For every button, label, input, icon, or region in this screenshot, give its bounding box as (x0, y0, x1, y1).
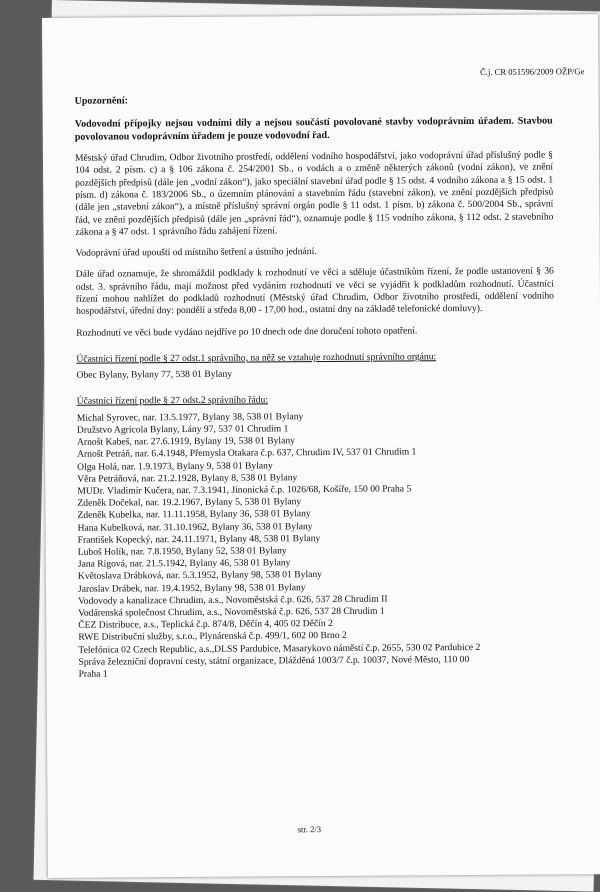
participant-item: Hana Kubelková, nar. 31.10.1962, Bylany 36, 538 01 Bylany (77, 520, 313, 534)
participant-list (77, 409, 557, 681)
warning-title: Upozornění: (74, 95, 128, 107)
participant-item: Květoslava Drábková, nar. 5.3.1952, Bylany 98, 538 01 Bylany (77, 569, 323, 583)
warning-body: Vodovodní přípojky nejsou vodními díly a nejsou součástí povolované stavby vodoprávním úřadem. Stavbou povolovanou vodoprávním úřadem je pouze vodovodní řad. (74, 115, 553, 143)
paragraph: Rozhodnutí ve věci bude vydáno nejdříve po 10 dnech ode dne doručení tohoto opatření. (76, 325, 418, 339)
section2-heading: Účastníci řízení podle § 27 odst.2 správního řádu: (76, 394, 269, 408)
participant-item: Vodovody a kanalizace Chrudim, a.s., Novoměstská č.p. 626, 537 28 Chrudim II (78, 593, 388, 607)
participant-item: MUDr. Vladimír Kučera, nar. 7.3.1941, Jinonická č.p. 1026/68, Košíře, 150 00 Praha 5 (77, 483, 412, 497)
participant-item: František Kopecký, nar. 24.11.1971, Bylany 48, 538 01 Bylany (77, 532, 321, 546)
participant-item: Obec Bylany, Bylany 77, 538 01 Bylany (76, 368, 233, 382)
participant-item: Správa železniční dopravní cesty, státní organizace, Dlážděná 1003/7 č.p. 10037, Nové Město, 110 00 (78, 653, 470, 668)
participant-item: Arnošt Kabeš, nar. 27.6.1919, Bylany 19, 538 01 Bylany (76, 435, 295, 448)
participant-item: Praha 1 (78, 668, 108, 680)
document-content (75, 92, 557, 681)
participant-item: Jaroslav Drábek, nar. 19.4.1952, Bylany 98, 538 01 Bylany (77, 581, 306, 595)
participant-item: Zdeněk Kubelka, nar. 11.11.1958, Bylany 36, 538 01 Bylany (77, 508, 311, 522)
participant-item: ČEZ Distribuce, a.s., Teplická č.p. 874/8, Děčín 4, 405 02 Děčín 2 (78, 618, 333, 631)
reference-number: Č.j. CR 051596/2009 OŽP/Ge (480, 66, 585, 77)
participant-item: Michal Syrovec, nar. 13.5.1977, Bylany 38, 538 01 Bylany (76, 410, 304, 424)
paragraph: Městský úřad Chrudim, Odbor životního prostředí, oddělení vodního hospodářství, jako vodoprávní úřad příslušný podle § 104 odst. 2 písm. c) a § 106 zákona č. 254/2001 Sb., o vodách a o změně některých zákonů (vodní zákon), ve znění pozdějších předpisů (dále jen „vodní zákon“), jako speciální stavební úřad podle § 15 odst. 4 vodního zákona a § 15 odst. 1 písm. d) zákona č. 183/2006 Sb., o územním plánování a stavebním řádu (stavební zákon), ve znění pozdějších předpisů (dále jen „stavební zákon“), a místně příslušný správní orgán podle § 11 odst. 1 písm. b) zákona č. 500/2004 Sb., správní řád, ve znění pozdějších předpisů (dále jen „správní řád“), oznamuje podle § 115 vodního zákona, § 112 odst. 2 stavebního zákona a § 47 odst. 1 správního řádu zahájení řízení. (74, 149, 554, 238)
section1-heading: Účastníci řízení podle § 27 odst.1 správního, na něž se vztahuje rozhodnutí správního orgánu: (76, 351, 437, 365)
participant-item: RWE Distribuční služby, s.r.o., Plynárenská č.p. 499/1, 602 00 Brno 2 (78, 630, 347, 644)
paragraph: Vodoprávní úřad upouští od místního šetření a ústního jednání. (75, 246, 317, 259)
participant-item: Zdeněk Dočekal, nar. 19.2.1967, Bylany 5, 538 01 Bylany (77, 496, 302, 509)
document-page (42, 14, 600, 878)
paragraph: Dále úřad oznamuje, že shromáždil podklady k rozhodnutí ve věci a sděluje účastníkům řízení, že podle ustanovení § 36 odst. 3. správního řádu, mají možnost před vydáním rozhodnutí ve věci se vyjádřit k podkladům rozhodnutí. Účastníci řízení mohou nahlížet do podkladů rozhodnutí (Městský úřad Chrudim, Odbor životního prostředí, oddělení vodního hospodářství, úřední dny: pondělí a středa 8,00 - 17,00 hod., ostatní dny na základě telefonické domluvy). (75, 265, 554, 318)
participant-item: Jana Rigová, nar. 21.5.1942, Bylany 46, 538 01 Bylany (77, 557, 291, 570)
participant-item: Luboš Holík, nar. 7.8.1950, Bylany 52, 538 01 Bylany (77, 545, 287, 558)
participant-item: Vodárenská společnost Chrudim, a.s., Novoměstská č.p. 626, 537 28 Chrudim 1 (78, 605, 385, 619)
page-number: str. 2/3 (297, 824, 322, 835)
participant-item: Telefónica 02 Czech Republic, a.s.,DLSS Pardubice, Masarykovo náměstí č.p. 2655, 530 02 Pardubice 2 (78, 641, 481, 656)
participant-item: Arnošt Petráň, nar. 6.4.1948, Přemysla Otakara č.p. 637, Chrudim IV, 537 01 Chrudim 1 (77, 446, 417, 461)
participant-item: Věra Petráňová, nar. 21.2.1928, Bylany 8, 538 01 Bylany (77, 472, 298, 485)
participant-item: Družstvo Agricola Bylany, Lány 97, 537 01 Chrudim 1 (76, 423, 289, 436)
participant-item: Olga Holá, nar. 1.9.1973, Bylany 9, 538 01 Bylany (77, 459, 273, 473)
